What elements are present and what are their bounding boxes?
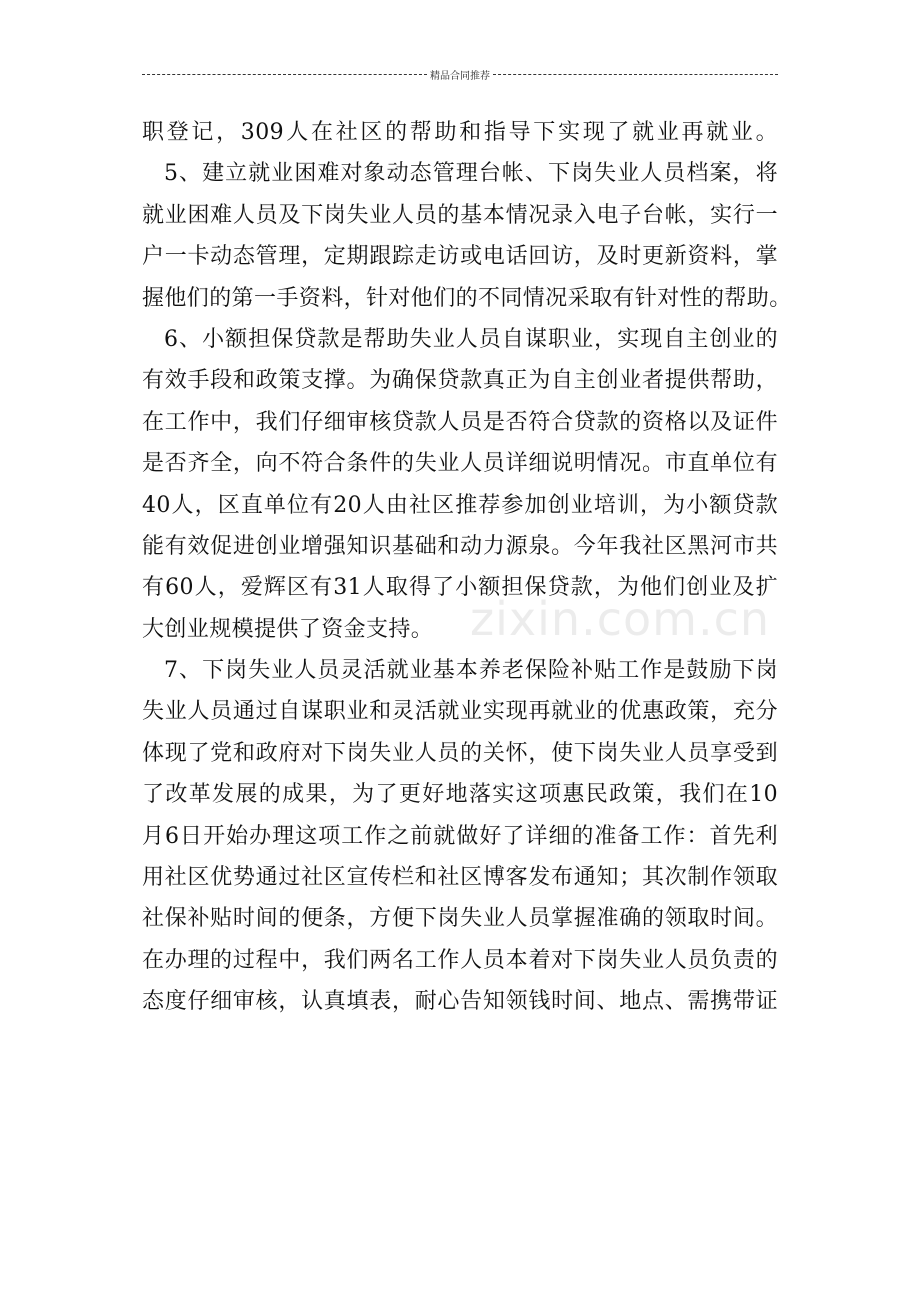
header-rule-right xyxy=(493,74,778,75)
text-line: 6、小额担保贷款是帮助失业人员自谋职业，实现自主创业的 xyxy=(164,326,778,352)
text-line: 体现了党和政府对下岗失业人员的关怀，使下岗失业人员享受到 xyxy=(142,740,778,766)
text-line: 有效手段和政策支撑。为确保贷款真正为自主创业者提供帮助， xyxy=(142,368,778,394)
text-line: 是否齐全，向不符合条件的失业人员详细说明情况。市直单位有 xyxy=(142,451,778,477)
text-line: 就业困难人员及下岗失业人员的基本情况录入电子台帐，实行一 xyxy=(142,202,778,228)
text-line: 有60人，爱辉区有31人取得了小额担保贷款，为他们创业及扩 xyxy=(142,575,778,601)
text-line: 5、建立就业困难对象动态管理台帐、下岗失业人员档案，将 xyxy=(164,161,778,187)
text-line: 在工作中，我们仔细审核贷款人员是否符合贷款的资格以及证件 xyxy=(142,409,778,435)
text-line: 用社区优势通过社区宣传栏和社区博客发布通知；其次制作领取 xyxy=(142,865,778,891)
text-line: 7、下岗失业人员灵活就业基本养老保险补贴工作是鼓励下岗 xyxy=(164,658,778,684)
text-line: 40人，区直单位有20人由社区推荐参加创业培训，为小额贷款 xyxy=(142,492,778,518)
watermark: zixin.com.cn xyxy=(470,592,771,646)
text-line: 社保补贴时间的便条，方便下岗失业人员掌握准确的领取时间。 xyxy=(142,906,778,932)
document-body xyxy=(142,112,792,1023)
text-line: 在办理的过程中，我们两名工作人员本着对下岗失业人员负责的 xyxy=(142,947,778,973)
text-line: 失业人员通过自谋职业和灵活就业实现再就业的优惠政策，充分 xyxy=(142,699,778,725)
text-line: 月6日开始办理这项工作之前就做好了详细的准备工作：首先利 xyxy=(142,823,778,849)
text-line: 大创业规模提供了资金支持。 xyxy=(142,616,434,642)
text-line: 户一卡动态管理，定期跟踪走访或电话回访，及时更新资料，掌 xyxy=(142,244,778,270)
text-line: 职登记，309人在社区的帮助和指导下实现了就业再就业。 xyxy=(142,120,778,145)
text-line: 握他们的第一手资料，针对他们的不同情况采取有针对性的帮助。 xyxy=(142,285,792,311)
header-rule-left xyxy=(142,74,427,75)
text-line: 能有效促进创业增强知识基础和动力源泉。今年我社区黑河市共 xyxy=(142,533,778,559)
text-line: 了改革发展的成果，为了更好地落实这项惠民政策，我们在10 xyxy=(142,782,778,808)
page-header xyxy=(142,66,778,82)
header-title: 精品合同推荐 xyxy=(430,70,490,82)
text-line: 态度仔细审核，认真填表，耐心告知领钱时间、地点、需携带证 xyxy=(142,989,778,1015)
